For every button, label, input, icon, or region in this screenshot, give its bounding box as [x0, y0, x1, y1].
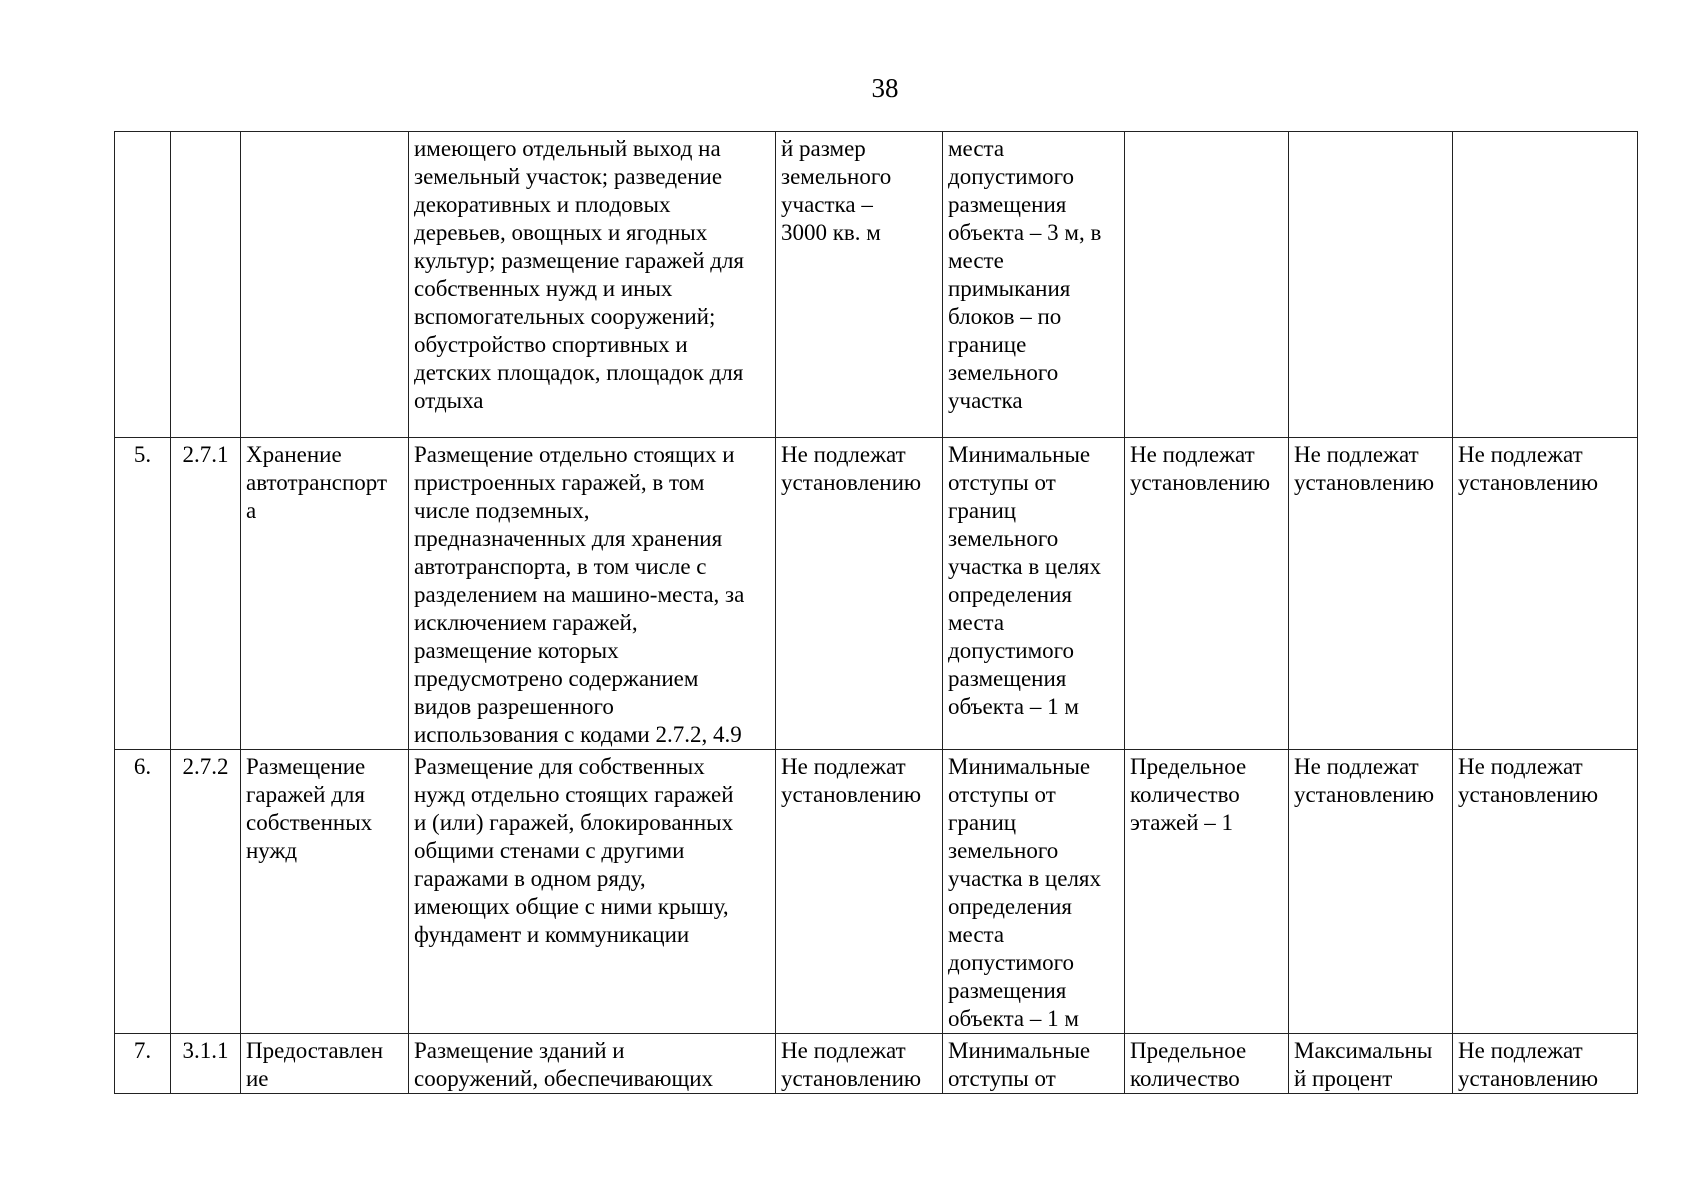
name-cell: Предоставлен ие [241, 1034, 409, 1094]
description-cell: Размещение зданий и сооружений, обеспечивающих [409, 1034, 776, 1094]
name-cell: Хранение автотранспорт а [241, 438, 409, 750]
coverage-cell: Не подлежат установлению [1289, 750, 1453, 1034]
plot-size-cell: й размер земельного участка – 3000 кв. м [776, 132, 943, 438]
description-cell: Размещение отдельно стоящих и пристроенных гаражей, в том числе подземных, предназначенных для хранения автотранспорта, в том числе с разделением на машино-места, за исключением гаражей, размещение которых предусмотрено содержанием видов разрешенного использования с кодами 2.7.2, 4.9 [409, 438, 776, 750]
other-cell: Не подлежат установлению [1453, 438, 1638, 750]
coverage-cell: Не подлежат установлению [1289, 438, 1453, 750]
floors-cell: Предельное количество этажей – 1 [1125, 750, 1289, 1034]
table-row [115, 438, 1638, 750]
plot-size-cell: Не подлежат установлению [776, 1034, 943, 1094]
table-row [115, 1034, 1638, 1094]
coverage-cell [1289, 132, 1453, 438]
row-number-cell: 6. [115, 750, 171, 1034]
page-number: 38 [871, 73, 899, 103]
floors-cell: Не подлежат установлению [1125, 438, 1289, 750]
floors-cell: Предельное количество [1125, 1034, 1289, 1094]
other-cell [1453, 132, 1638, 438]
floors-cell [1125, 132, 1289, 438]
name-cell: Размещение гаражей для собственных нужд [241, 750, 409, 1034]
name-cell [241, 132, 409, 438]
plot-size-cell: Не подлежат установлению [776, 438, 943, 750]
description-cell: имеющего отдельный выход на земельный участок; разведение декоративных и плодовых деревьев, овощных и ягодных культур; размещение гаражей для собственных нужд и иных вспомогательных сооружений; обустройство спортивных и детских площадок, площадок для отдыха [409, 132, 776, 438]
row-number-cell: 5. [115, 438, 171, 750]
setbacks-cell: Минимальные отступы от границ земельного участка в целях определения места допустимого размещения объекта – 1 м [943, 438, 1125, 750]
code-cell: 3.1.1 [171, 1034, 241, 1094]
other-cell: Не подлежат установлению [1453, 1034, 1638, 1094]
table-row [115, 750, 1638, 1034]
description-cell: Размещение для собственных нужд отдельно стоящих гаражей и (или) гаражей, блокированных общими стенами с другими гаражами в одном ряду, имеющих общие с ними крышу, фундамент и коммуникации [409, 750, 776, 1034]
land-use-table [114, 131, 1638, 1094]
setbacks-cell: Минимальные отступы от [943, 1034, 1125, 1094]
table-row [115, 132, 1638, 438]
setbacks-cell: места допустимого размещения объекта – 3 м, в месте примыкания блоков – по границе земельного участка [943, 132, 1125, 438]
code-cell: 2.7.1 [171, 438, 241, 750]
setbacks-cell: Минимальные отступы от границ земельного участка в целях определения места допустимого размещения объекта – 1 м [943, 750, 1125, 1034]
row-number-cell [115, 132, 171, 438]
other-cell: Не подлежат установлению [1453, 750, 1638, 1034]
row-number-cell: 7. [115, 1034, 171, 1094]
code-cell [171, 132, 241, 438]
code-cell: 2.7.2 [171, 750, 241, 1034]
plot-size-cell: Не подлежат установлению [776, 750, 943, 1034]
coverage-cell: Максимальны й процент [1289, 1034, 1453, 1094]
